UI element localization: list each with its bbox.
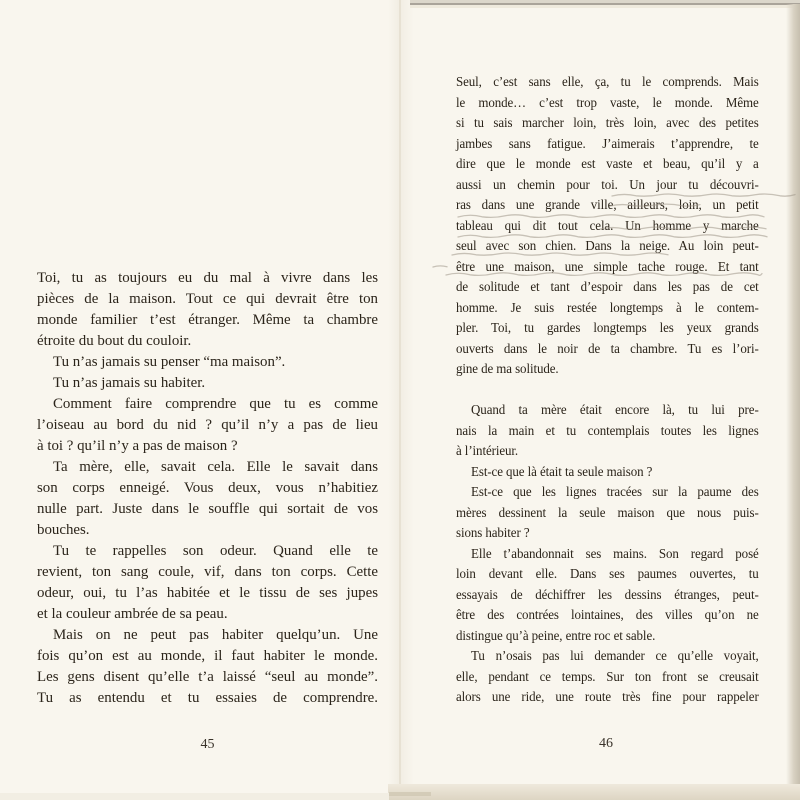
page-number-right: 46 [599,736,613,751]
text-line: aussi un chemin pour toi. Un jour tu découvri- [456,176,759,192]
text-line: jambes sans fatigue. J’aimerais t’apprendre, te [456,135,759,151]
text-line: si tu sais marcher loin, très loin, avec des petites [456,115,759,130]
text-line: nais la main et tu contemplais toutes les lignes [456,422,759,438]
gutter-crease [399,0,401,800]
text-line: fois qu’on est au monde, il faut habiter le monde. [37,648,378,664]
text-line: étroite du bout du couloir. [37,333,192,349]
text-line: gine de ma solitude. [456,361,559,376]
text-line: de solitude et tant d’espoir dans les pas de cet [456,279,759,294]
text-line: Mais on ne peut pas habiter quelqu’un. Une [53,627,378,643]
text-line: être une maison, une simple tache rouge. Et tant [456,258,759,274]
text-line: et la couleur ambrée de sa peau. [37,606,228,622]
text-line: à l’intérieur. [456,443,519,458]
text-line: seul avec son chien. Dans la neige. Au loin peut- [456,238,759,253]
text-line: ouverts dans le noir de ta chambre. Tu es l’ori- [456,340,759,356]
text-line: Elle t’abandonnait ses mains. Son regard posé [471,545,759,561]
text-line: Ta mère, elle, savait cela. Elle le savait dans [53,459,378,475]
text-line: Comment faire comprendre que tu es comme [53,396,378,412]
text-line: Tu n’osais pas lui demander ce qu’elle voyait, [471,648,759,663]
text-line: elle, pendant ce temps. Sur ton front se creusait [456,668,759,684]
text-line: Seul, c’est sans elle, ça, tu le comprends. Mais [456,74,759,89]
text-line: Est-ce que les lignes tracées sur la paume des [471,484,759,499]
text-line: dire que le monde est vaste et beau, qu’il y a [456,156,759,171]
text-line: monde familier t’est étranger. Même ta chambre [37,312,378,328]
text-line: ras dans une grande ville, ailleurs, loin, un petit [456,197,759,212]
page-bottom-edge [388,784,800,800]
text-line: bouches. [37,522,90,538]
text-line: être des contrées lointaines, des villes qu’on ne [456,607,759,622]
text-line: tableau qui dit tout cela. Un homme y marche [456,217,759,233]
text-line: nulle part. Juste dans le souffle qui sortait de vos [37,501,378,517]
text-line: son corps enneigé. Vous deux, vous n’habitiez [37,480,378,496]
text-line: revient, ton sang coule, vif, dans ton corps. Cette [37,564,378,580]
text-line: odeur, oui, tu l’as habitée et le tissu de ses jupes [37,585,378,601]
text-line: alors une ride, une route très fine pour rappeler [456,689,759,704]
text-line: Tu n’as jamais su penser “ma maison”. [53,354,286,370]
right-page [456,72,759,708]
left-page-bottom-shade [0,793,389,800]
text-line: à toi ? qu’il n’y a pas de maison ? [37,438,238,454]
page-bottom-edge-shadow [389,792,431,796]
text-line: Tu as entendu et tu essaies de comprendre. [37,690,378,706]
text-line: Tu n’as jamais su habiter. [53,375,206,391]
text-line: homme. Je suis restée longtemps à le contem- [456,299,759,315]
pencil-mark [433,266,447,267]
page-top-edge [410,0,800,8]
text-line: pièces de la maison. Tout ce qui devrait être ton [37,291,378,307]
text-line: loin devant elle. Dans ses paumes ouvertes, tu [456,566,759,581]
text-line [456,380,759,401]
page-number-left: 45 [200,737,215,752]
text-line: l’oiseau au bord du nid ? qu’il n’y a pas de lieu [37,417,378,433]
text-line: Est-ce que là était ta seule maison ? [471,463,653,479]
text-line: distingue qu’à peine, entre roc et sable. [456,627,656,643]
text-line: Quand ta mère était encore là, tu lui pre- [471,402,759,417]
right-page-text [456,72,759,708]
text-line: essayais de déchiffrer les dessins étranges, peut- [456,586,759,602]
text-line: Les gens disent qu’elle t’a laissé “seul au monde”. [37,669,378,685]
text-line: Tu te rappelles son odeur. Quand elle te [53,543,378,559]
page-right-edge [786,4,800,788]
text-line: le monde… c’est trop vaste, le monde. Même [456,94,759,110]
text-line: pler. Toi, tu gardes longtemps les yeux grands [456,320,759,335]
text-line: Toi, tu as toujours eu du mal à vivre dans les [37,270,378,286]
gutter-shadow [388,0,414,800]
left-page-text [37,268,378,709]
text-line: sions habiter ? [456,525,530,540]
text-line: mères dessinent la seule maison que nous puis- [456,504,759,520]
